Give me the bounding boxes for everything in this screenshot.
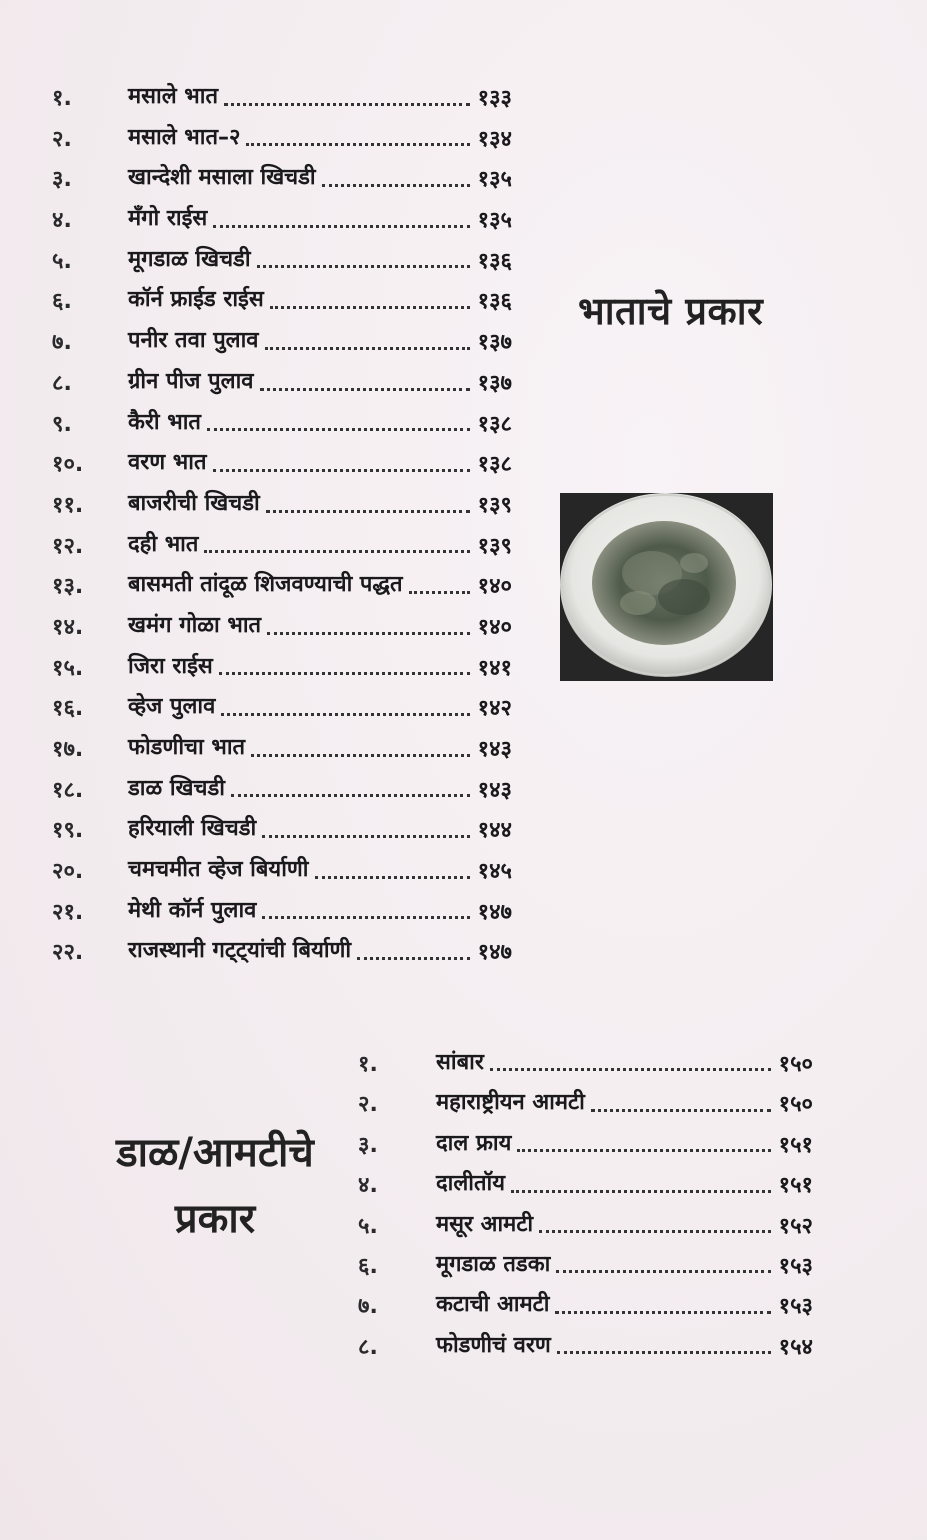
entry-number: १. [52,86,72,111]
entry-number: ६. [52,289,72,315]
entry-title: राजस्थानी गट्ट्यांची बिर्याणी [128,938,352,964]
dot-leader [221,713,470,716]
rice-index-entry [52,849,512,890]
rice-dish-photo [560,493,773,681]
dot-leader [267,632,470,635]
rice-recipe-index [52,76,512,971]
entry-number: ६. [358,1253,378,1279]
entry-number: २१. [52,899,84,925]
entry-title: कटाची आमटी [436,1292,550,1318]
entry-page-number: १३७ [477,330,512,356]
entry-page-number: १५० [778,1052,813,1077]
dot-leader [207,428,470,431]
entry-page-number: १४३ [477,777,512,803]
dot-leader [262,835,470,838]
entry-page-number: १४० [477,614,512,640]
dot-leader [213,469,470,472]
entry-page-number: १३५ [477,167,512,193]
dal-index-entry [358,1204,813,1244]
dot-leader [322,184,470,187]
entry-title: डाळ खिचडी [128,775,225,801]
rice-index-entry [52,727,512,768]
entry-title: दही भात [128,531,199,557]
dot-leader [251,754,470,757]
entry-number: ३. [52,167,72,193]
entry-number: ८. [358,1334,378,1360]
entry-title: मूगडाळ तडका [436,1251,551,1277]
entry-number: १२. [52,533,84,559]
entry-page-number: १३७ [477,370,512,396]
rice-index-entry [52,117,512,158]
entry-title: दालीतॉय [436,1171,505,1197]
dal-heading-line1: डाळ/आमटीचे [116,1130,314,1176]
entry-page-number: १३६ [477,289,512,315]
entry-page-number: १५१ [778,1173,813,1199]
entry-page-number: १३३ [477,86,512,111]
dot-leader [257,265,470,268]
entry-number: १६. [52,696,84,722]
entry-title: मसूर आमटी [436,1211,534,1237]
entry-page-number: १३६ [477,248,512,274]
entry-title: मूगडाळ खिचडी [128,246,251,272]
entry-number: १९. [52,818,84,844]
dot-leader [555,1311,771,1314]
dot-leader [557,1351,771,1354]
entry-number: ११. [52,492,84,518]
entry-page-number: १४४ [477,818,512,844]
entry-page-number: १५४ [778,1334,813,1360]
entry-title: सांबार [436,1050,484,1075]
dot-leader [591,1109,771,1112]
rice-index-entry [52,930,512,971]
entry-number: ७. [358,1294,378,1320]
rice-index-entry [52,279,512,320]
entry-number: ८. [52,370,72,396]
rice-index-entry [52,768,512,809]
entry-number: २. [52,126,72,152]
entry-page-number: १४० [477,574,512,600]
entry-page-number: १४१ [477,655,512,681]
entry-number: १. [358,1052,378,1077]
dot-leader [231,794,470,797]
dot-leader [315,876,470,879]
dot-leader [357,957,470,960]
entry-number: २२. [52,940,84,966]
entry-title: मेथी कॉर्न पुलाव [128,897,257,923]
rice-index-entry [52,157,512,198]
rice-index-entry [52,646,512,687]
entry-number: ७. [52,330,72,356]
dal-index-entry [358,1163,813,1203]
dal-heading-line2: प्रकार [174,1196,256,1242]
entry-page-number: १५० [778,1092,813,1118]
entry-title: चमचमीत व्हेज बिर्याणी [128,857,309,883]
dal-index-entry [358,1244,813,1284]
entry-page-number: १३५ [477,208,512,234]
entry-title: फोडणीचा भात [128,735,246,760]
entry-page-number: १४७ [477,899,512,925]
entry-page-number: १४२ [477,696,512,722]
rice-index-entry [52,524,512,565]
entry-title: ग्रीन पीज पुलाव [128,368,254,394]
dal-recipe-index [358,1042,813,1365]
rice-index-entry [52,442,512,483]
entry-number: १८. [52,777,84,803]
entry-title: दाल फ्राय [436,1130,512,1156]
entry-page-number: १५१ [778,1132,813,1158]
entry-number: २०. [52,859,84,885]
entry-number: ४. [52,208,72,234]
entry-title: फोडणीचं वरण [436,1332,551,1358]
rice-index-entry [52,198,512,239]
entry-title: महाराष्ट्रीयन आमटी [436,1090,585,1116]
entry-title: मँगो राईस [128,206,208,232]
dot-leader [511,1190,771,1193]
entry-title: वरण भात [128,450,207,476]
rice-index-entry [52,686,512,727]
dot-leader [539,1230,771,1233]
entry-title: जिरा राईस [128,653,213,679]
entry-page-number: १३४ [477,126,512,152]
entry-number: ९. [52,411,72,437]
rice-index-entry [52,605,512,646]
entry-title: बाजरीची खिचडी [128,490,260,516]
dal-index-entry [358,1082,813,1122]
entry-page-number: १४५ [477,859,512,885]
dal-index-entry [358,1325,813,1365]
rice-index-entry [52,890,512,931]
dot-leader [204,550,470,553]
rice-index-entry [52,320,512,361]
entry-number: २. [358,1092,378,1118]
entry-page-number: १३९ [477,492,512,518]
dot-leader [246,143,470,146]
entry-page-number: १५३ [778,1253,813,1279]
entry-title: कॉर्न फ्राईड राईस [128,287,264,313]
entry-page-number: १३९ [477,533,512,559]
rice-section-heading: भाताचे प्रकार [578,289,764,333]
entry-title: मसाले भात [128,84,219,109]
entry-title: पनीर तवा पुलाव [128,328,259,354]
entry-title: बासमती तांदूळ शिजवण्याची पद्धत [128,572,403,598]
entry-title: हरियाली खिचडी [128,816,257,842]
entry-number: ५. [358,1213,378,1239]
rice-index-entry [52,361,512,402]
rice-index-entry [52,808,512,849]
rice-index-entry [52,402,512,443]
dot-leader [224,103,470,106]
entry-title: मसाले भात–२ [128,124,241,150]
dal-index-entry [358,1123,813,1163]
entry-title: व्हेज पुलाव [128,694,216,720]
rice-index-entry [52,483,512,524]
dal-index-entry [358,1042,813,1082]
entry-title: कैरी भात [128,409,201,435]
entry-title: खमंग गोळा भात [128,612,262,638]
dot-leader [262,916,470,919]
dot-leader [266,510,470,513]
entry-number: ३. [358,1132,378,1158]
entry-page-number: १३८ [477,411,512,437]
dot-leader [556,1270,771,1273]
dot-leader [213,225,470,228]
entry-page-number: १५३ [778,1294,813,1320]
entry-number: ४. [358,1173,378,1199]
rice-index-entry [52,239,512,280]
dal-index-entry [358,1284,813,1324]
rice-index-entry [52,76,512,117]
entry-page-number: १३८ [477,452,512,478]
dot-leader [490,1068,771,1071]
dot-leader [260,388,470,391]
entry-number: ५. [52,248,72,274]
entry-number: १३. [52,574,84,600]
dot-leader [270,306,470,309]
dal-section-heading [80,1120,350,1252]
entry-page-number: १४३ [477,737,512,762]
dot-leader [517,1149,771,1152]
entry-number: १५. [52,655,84,681]
entry-page-number: १५२ [778,1213,813,1239]
entry-number: १४. [52,614,84,640]
rice-index-entry [52,564,512,605]
entry-page-number: १४७ [477,940,512,966]
dot-leader [265,347,470,350]
dot-leader [409,591,470,594]
entry-title: खान्देशी मसाला खिचडी [128,165,316,191]
dot-leader [219,672,470,675]
entry-number: १०. [52,452,84,478]
entry-number: १७. [52,737,84,762]
